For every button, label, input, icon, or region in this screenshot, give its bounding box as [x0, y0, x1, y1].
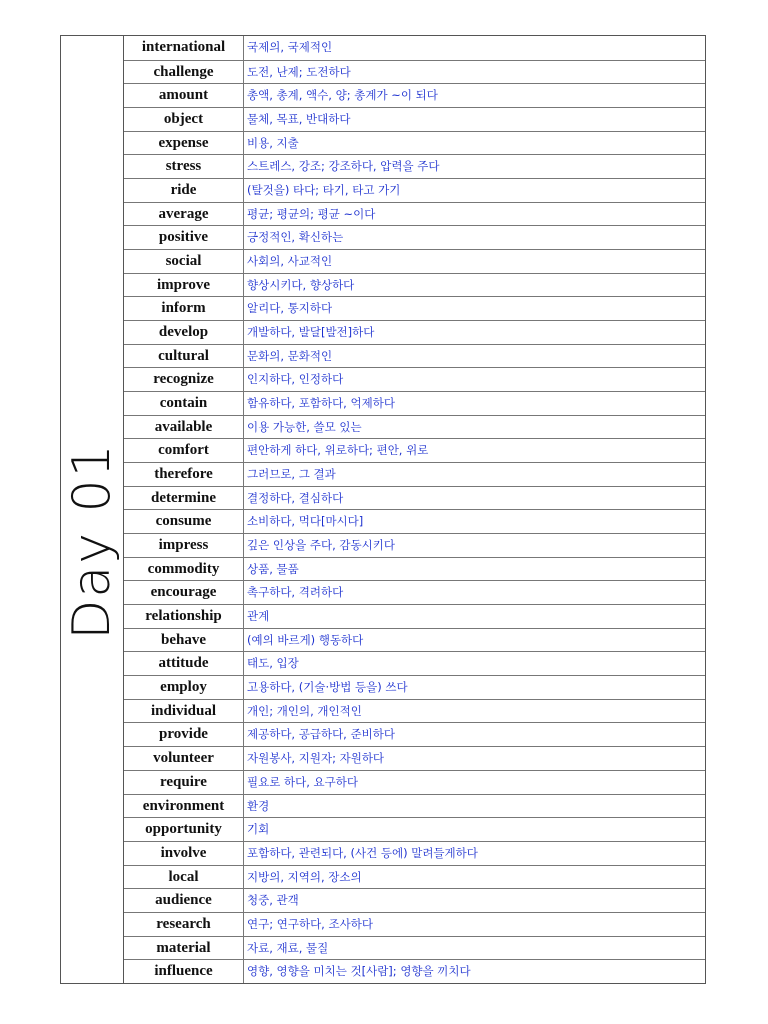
korean-meaning: 비용, 지출 — [247, 135, 299, 150]
table-row — [124, 154, 705, 178]
table-row — [124, 912, 705, 936]
english-word: ride — [124, 179, 244, 202]
english-word: determine — [124, 487, 244, 510]
english-word: impress — [124, 534, 244, 557]
english-word: comfort — [124, 439, 244, 462]
english-word: cultural — [124, 345, 244, 368]
table-row — [124, 225, 705, 249]
korean-meaning: 청중, 관객 — [247, 893, 299, 908]
korean-meaning: 연구; 연구하다, 조사하다 — [247, 916, 373, 931]
english-word: volunteer — [124, 747, 244, 770]
table-row — [124, 391, 705, 415]
english-word: expense — [124, 132, 244, 155]
english-word: audience — [124, 889, 244, 912]
table-row — [124, 131, 705, 155]
english-word: challenge — [124, 61, 244, 84]
table-row — [124, 36, 705, 60]
table-row — [124, 296, 705, 320]
korean-meaning: 결정하다, 결심하다 — [247, 490, 344, 505]
korean-meaning: 도전, 난제; 도전하다 — [247, 64, 351, 79]
table-row — [124, 770, 705, 794]
korean-meaning: 문화의, 문화적인 — [247, 348, 333, 363]
table-row — [124, 628, 705, 652]
korean-meaning: 포함하다, 관련되다, (사건 등에) 말려들게하다 — [247, 845, 478, 860]
english-word: amount — [124, 84, 244, 107]
korean-meaning: 국제의, 국제적인 — [247, 40, 333, 54]
korean-meaning: 영향, 영향을 미치는 것[사람]; 영향을 끼치다 — [247, 964, 471, 979]
english-word: improve — [124, 274, 244, 297]
korean-meaning: 촉구하다, 격려하다 — [247, 585, 344, 600]
korean-meaning: 자원봉사, 지원자; 자원하다 — [247, 751, 385, 766]
table-row — [124, 367, 705, 391]
day-column — [61, 36, 124, 983]
english-word: average — [124, 203, 244, 226]
table-row — [124, 651, 705, 675]
english-word: influence — [124, 960, 244, 983]
english-word: material — [124, 937, 244, 960]
korean-meaning: 스트레스, 강조; 강조하다, 압력을 주다 — [247, 159, 440, 174]
korean-meaning: 개인; 개인의, 개인적인 — [247, 703, 362, 718]
table-row — [124, 533, 705, 557]
korean-meaning: 사회의, 사교적인 — [247, 254, 333, 269]
table-row — [124, 438, 705, 462]
table-row — [124, 557, 705, 581]
day-title: Day 01 — [62, 442, 122, 640]
table-row — [124, 580, 705, 604]
english-word: opportunity — [124, 818, 244, 841]
table-row — [124, 746, 705, 770]
vocabulary-table — [124, 36, 705, 983]
table-row — [124, 699, 705, 723]
table-row — [124, 936, 705, 960]
korean-meaning: 물체, 목표, 반대하다 — [247, 112, 351, 127]
korean-meaning: 함유하다, 포함하다, 억제하다 — [247, 396, 395, 411]
korean-meaning: (예의 바르게) 행동하다 — [247, 632, 364, 647]
table-row — [124, 273, 705, 297]
english-word: therefore — [124, 463, 244, 486]
english-word: available — [124, 416, 244, 439]
vocabulary-sheet — [60, 35, 706, 984]
english-word: encourage — [124, 581, 244, 604]
table-row — [124, 60, 705, 84]
english-word: inform — [124, 297, 244, 320]
english-word: stress — [124, 155, 244, 178]
korean-meaning: 지방의, 지역의, 장소의 — [247, 869, 362, 884]
english-word: local — [124, 866, 244, 889]
table-row — [124, 107, 705, 131]
table-row — [124, 865, 705, 889]
english-word: consume — [124, 510, 244, 533]
english-word: involve — [124, 842, 244, 865]
english-word: environment — [124, 795, 244, 818]
english-word: relationship — [124, 605, 244, 628]
table-row — [124, 462, 705, 486]
table-row — [124, 675, 705, 699]
english-word: attitude — [124, 652, 244, 675]
korean-meaning: 긍정적인, 확신하는 — [247, 230, 344, 245]
korean-meaning: 평균; 평균의; 평균 ~이다 — [247, 206, 376, 221]
english-word: behave — [124, 629, 244, 652]
korean-meaning: 이용 가능한, 쓸모 있는 — [247, 419, 362, 434]
korean-meaning: 총액, 총계, 액수, 양; 총계가 ~이 되다 — [247, 88, 438, 103]
table-row — [124, 415, 705, 439]
english-word: positive — [124, 226, 244, 249]
table-row — [124, 320, 705, 344]
korean-meaning: 상품, 물품 — [247, 561, 299, 576]
table-row — [124, 841, 705, 865]
korean-meaning: 제공하다, 공급하다, 준비하다 — [247, 727, 395, 742]
table-row — [124, 722, 705, 746]
english-word: employ — [124, 676, 244, 699]
table-row — [124, 344, 705, 368]
english-word: social — [124, 250, 244, 273]
korean-meaning: 그러므로, 그 결과 — [247, 467, 336, 482]
korean-meaning: 편안하게 하다, 위로하다; 편안, 위로 — [247, 443, 429, 458]
table-row — [124, 249, 705, 273]
korean-meaning: 태도, 입장 — [247, 656, 299, 671]
english-word: develop — [124, 321, 244, 344]
table-row — [124, 83, 705, 107]
table-row — [124, 794, 705, 818]
table-row — [124, 178, 705, 202]
table-row — [124, 604, 705, 628]
english-word: recognize — [124, 368, 244, 391]
table-row — [124, 888, 705, 912]
korean-meaning: 기회 — [247, 822, 270, 837]
korean-meaning: 환경 — [247, 798, 270, 813]
table-row — [124, 509, 705, 533]
korean-meaning: 소비하다, 먹다[마시다] — [247, 514, 364, 529]
english-word: contain — [124, 392, 244, 415]
english-word: provide — [124, 723, 244, 746]
korean-meaning: 인지하다, 인정하다 — [247, 372, 344, 387]
korean-meaning: 알리다, 통지하다 — [247, 301, 333, 316]
korean-meaning: 관계 — [247, 609, 270, 624]
english-word: international — [124, 36, 244, 60]
korean-meaning: 개발하다, 발달[발전]하다 — [247, 325, 375, 340]
english-word: object — [124, 108, 244, 131]
table-row — [124, 202, 705, 226]
korean-meaning: 고용하다, (기술·방법 등을) 쓰다 — [247, 680, 408, 695]
english-word: research — [124, 913, 244, 936]
korean-meaning: (탈것을) 타다; 타기, 타고 가기 — [247, 183, 401, 198]
korean-meaning: 자료, 재료, 물질 — [247, 940, 329, 955]
table-row — [124, 817, 705, 841]
table-row — [124, 486, 705, 510]
english-word: commodity — [124, 558, 244, 581]
korean-meaning: 깊은 인상을 주다, 감동시키다 — [247, 538, 395, 553]
korean-meaning: 필요로 하다, 요구하다 — [247, 774, 358, 789]
english-word: require — [124, 771, 244, 794]
table-row — [124, 959, 705, 983]
korean-meaning: 향상시키다, 향상하다 — [247, 277, 355, 292]
english-word: individual — [124, 700, 244, 723]
